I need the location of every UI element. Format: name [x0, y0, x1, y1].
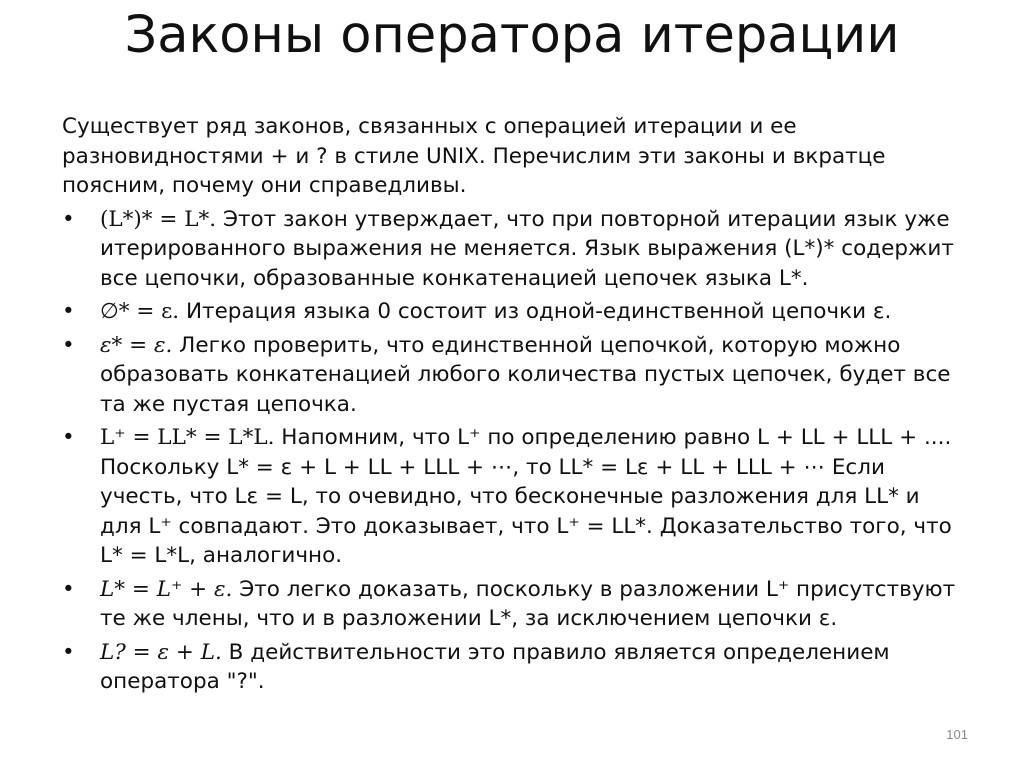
slide-body — [62, 112, 962, 697]
law-text: Итерация языка 0 состоит из одной-единственной цепочки ε. — [179, 299, 892, 324]
page-number: 101 — [946, 727, 968, 742]
law-text: Напомним, что L⁺ по определению равно L + LL + LLL + .... Поскольку L* = ε + L + LL + LLL + ⋯, то LL* = Lε + LL + LLL + ⋯ Если учесть, что Lε = L, то очевидно, что бесконечные разложения для LL* и для L⁺ совпадают. Это доказывает, что L⁺ = LL*. Доказательство того, что L* = L*L, аналогично. — [100, 425, 952, 568]
law-positive-closure — [62, 423, 962, 571]
law-iteration-of-iteration — [62, 205, 962, 294]
law-empty-set-iteration — [62, 297, 962, 327]
law-formula: L⁺ = LL* = L*L. — [100, 425, 275, 450]
bullet-marker: • — [62, 206, 75, 232]
bullet-marker: • — [62, 425, 75, 450]
law-formula: L* = L⁺ + ε. — [100, 576, 233, 602]
law-epsilon-iteration — [62, 331, 962, 420]
intro-paragraph: Существует ряд законов, связанных с операцией итерации и ее разновидностями + и ? в стиле UNIX. Перечислим эти законы и вкратце поясним, почему они справедливы. — [62, 114, 886, 198]
bullet-marker: • — [62, 332, 75, 358]
law-text: Это легко доказать, поскольку в разложении L⁺ присутствуют те же члены, что и в разложении L*, за исключением цепочки ε. — [100, 576, 956, 631]
bullet-marker: • — [62, 639, 75, 665]
law-text: Этот закон утверждает, что при повторной итерации язык уже итерированного выражения не меняется. Язык выражения (L*)* содержит все цепочки, образованные конкатенацией цепочек языка L*. — [100, 206, 954, 291]
law-star-as-plus-epsilon — [62, 575, 962, 634]
laws-list — [62, 205, 962, 697]
bullet-marker: • — [62, 576, 75, 602]
law-formula: L? = ε + L. — [100, 639, 222, 665]
law-text: В действительности это правило является определением оператора "?". — [100, 639, 890, 694]
law-formula: ∅* = ε. — [100, 299, 180, 324]
law-text: Легко проверить, что единственной цепочкой, которую можно образовать конкатенацией любого количества пустых цепочек, будет все та же пустая цепочка. — [100, 332, 951, 417]
law-formula: (L*)* = L*. — [100, 206, 217, 232]
law-optional-operator — [62, 638, 962, 697]
bullet-marker: • — [62, 299, 75, 324]
law-formula: ε* = ε. — [100, 332, 173, 358]
slide-title: Законы оператора итерации — [124, 6, 900, 65]
